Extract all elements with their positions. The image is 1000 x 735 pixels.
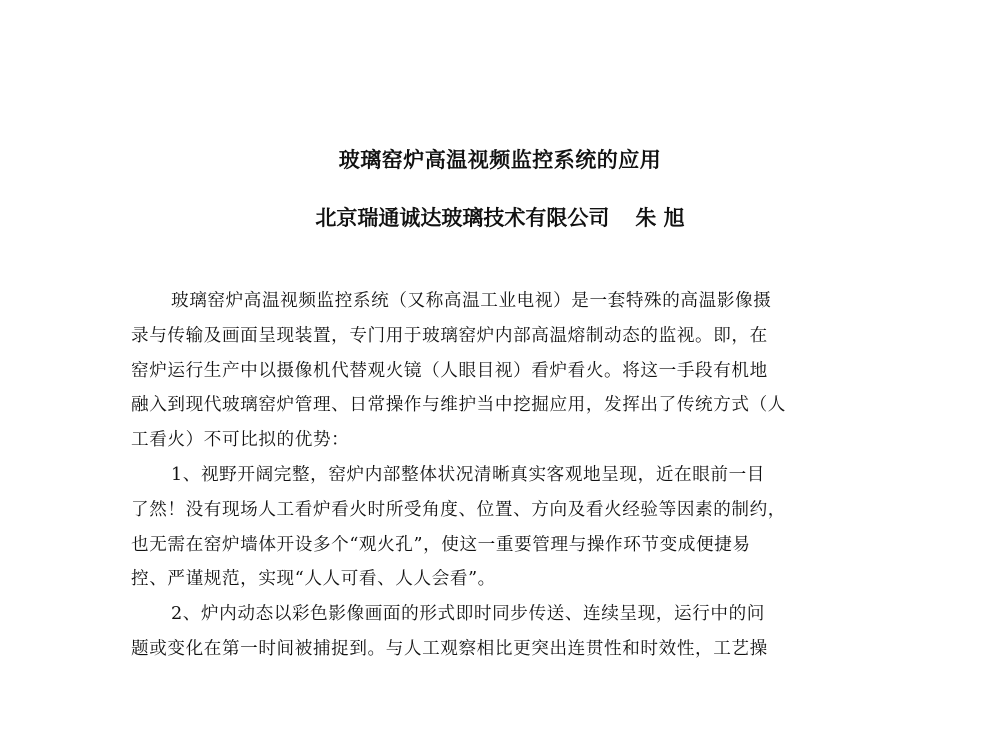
body-text — [131, 284, 844, 667]
paragraph-1-line-3: 窑炉运行生产中以摄像机代替观火镜（人眼目视）看炉看火。将这一手段有机地 — [131, 360, 768, 381]
company-name: 北京瑞通诚达玻璃技术有限公司 — [315, 206, 610, 230]
document-title: 玻璃窑炉高温视频监控系统的应用 — [338, 148, 662, 172]
paragraph-1-line-4: 融入到现代玻璃窑炉管理、日常操作与维护当中挖掘应用，发挥出了传统方式（人 — [131, 395, 786, 416]
paragraph-1-line-2: 录与传输及画面呈现装置，专门用于玻璃窑炉内部高温熔制动态的监视。即，在 — [131, 325, 768, 346]
paragraph-1-line-5: 工看火）不可比拟的优势： — [131, 430, 350, 451]
paragraph-2-line-1: 1、视野开阔完整，窑炉内部整体状况清晰真实客观地呈现，近在眼前一目 — [171, 464, 765, 485]
paragraph-3-line-2: 题或变化在第一时间被捕捉到。与人工观察相比更突出连贯性和时效性，工艺操 — [131, 638, 768, 659]
byline — [0, 202, 1000, 232]
paragraph-2-line-4: 控、严谨规范，实现“人人可看、人人会看”。 — [131, 569, 496, 590]
author-name: 朱 旭 — [635, 206, 685, 230]
paragraph-3-line-1: 2、炉内动态以彩色影像画面的形式即时同步传送、连续呈现，运行中的问 — [171, 604, 765, 625]
paragraph-2-line-3: 也无需在窑炉墙体开设多个“观火孔”，使这一重要管理与操作环节变成便捷易 — [131, 534, 751, 555]
paragraph-2-line-2: 了然！没有现场人工看炉看火时所受角度、位置、方向及看火经验等因素的制约， — [131, 499, 786, 520]
paragraph-1-line-1: 玻璃窑炉高温视频监控系统（又称高温工业电视）是一套特殊的高温影像摄 — [171, 291, 772, 311]
